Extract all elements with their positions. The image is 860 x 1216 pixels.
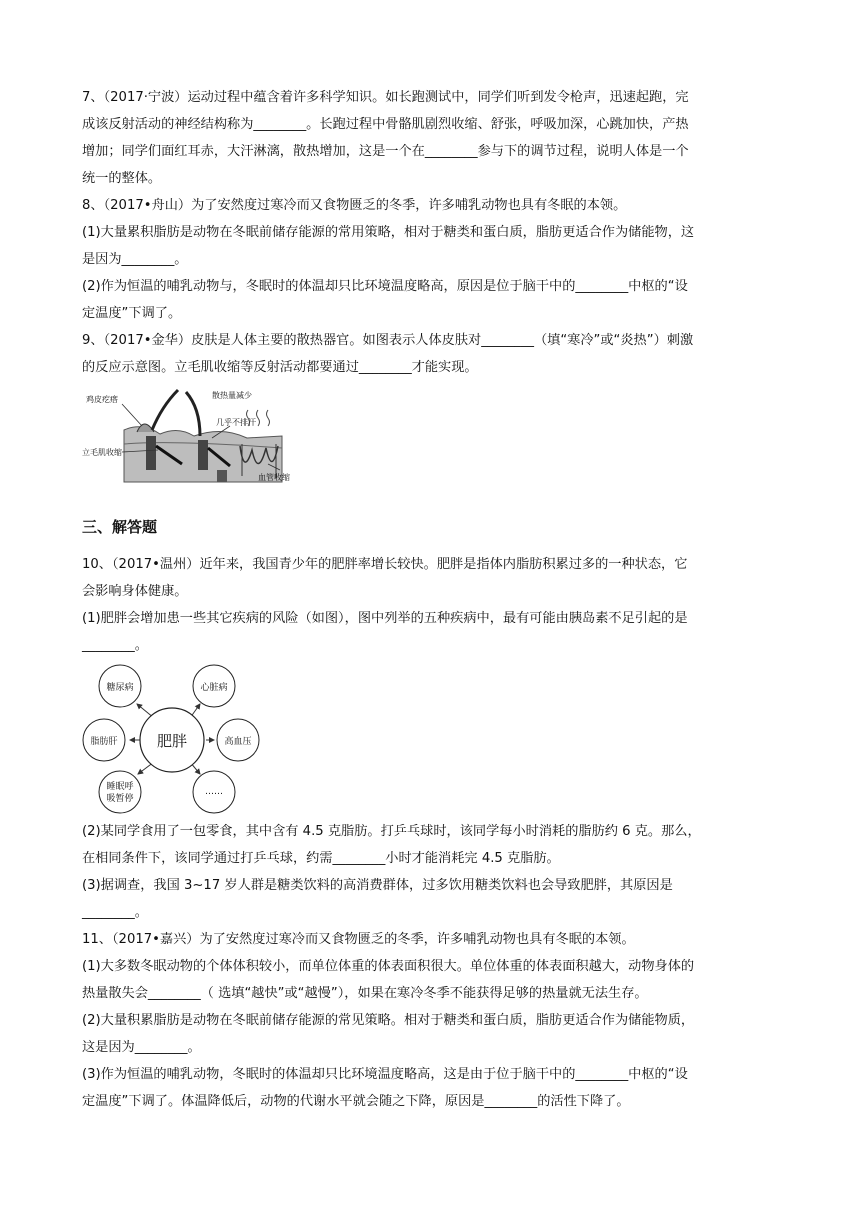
q7-line-1: 7、（2017·宁波）运动过程中蕴含着许多科学知识。如长跑测试中，同学们听到发令枪声，迅速起跑，完	[82, 90, 689, 105]
q10-line-8: ________。	[82, 905, 148, 920]
q11-line-4: (2)大量积累脂肪是动物在冬眠前储存能源的常见策略。相对于糖类和蛋白质，脂肪更适合作为储能物质，	[82, 1013, 695, 1028]
center-label: 肥胖	[156, 732, 188, 750]
node-hypertension: 高血压	[224, 737, 252, 747]
obesity-risk-diagram	[82, 664, 272, 814]
q10-line-2: 会影响身体健康。	[82, 584, 188, 599]
q11-line-6: (3)作为恒温的哺乳动物，冬眠时的体温却只比环境温度略高，这是由于位于脑干中的________中枢的“设	[82, 1067, 688, 1082]
q11-line-5: 这是因为________。	[82, 1040, 201, 1055]
q9-line-2: 的反应示意图。立毛肌收缩等反射活动都要通过________才能实现。	[82, 360, 478, 375]
q7-line-3: 增加；同学们面红耳赤，大汗淋漓，散热增加，这是一个在________参与下的调节过程，说明人体是一个	[82, 144, 689, 159]
node-sleep-apnea-1: 睡眠呼	[106, 782, 134, 792]
q8-line-3: 是因为________。	[82, 252, 188, 267]
node-etc: ……	[205, 787, 223, 797]
q7-line-2: 成该反射活动的神经结构称为________。长跑过程中骨骼肌剧烈收缩、舒张，呼吸加深，心跳加快，产热	[82, 117, 689, 132]
q11-line-1: 11、（2017•嘉兴）为了安然度过寒冷而又食物匮乏的冬季，许多哺乳动物也具有冬眠的本领。	[82, 932, 635, 947]
q9-line-1: 9、（2017•金华）皮肤是人体主要的散热器官。如图表示人体皮肤对________（填“寒冷”或“炎热”）刺激	[82, 333, 694, 348]
label-heat-reduced: 散热量减少	[212, 391, 252, 400]
label-no-sweat: 几乎不排汗	[216, 418, 256, 427]
section-heading: 三、解答题	[82, 518, 158, 536]
node-sleep-apnea-2: 吸暂停	[106, 794, 134, 804]
q11-line-3: 热量散失会________（ 选填“越快”或“越慢”），如果在寒冷冬季不能获得足够的热量就无法生存。	[82, 986, 648, 1001]
q11-line-7: 定温度”下调了。体温降低后，动物的代谢水平就会随之下降，原因是________的活性下降了。	[82, 1094, 630, 1109]
q10-line-7: (3)据调查，我国 3~17 岁人群是糖类饮料的高消费群体，过多饮用糖类饮料也会导致肥胖，其原因是	[82, 878, 673, 893]
q8-line-4: (2)作为恒温的哺乳动物与，冬眠时的体温却只比环境温度略高，原因是位于脑干中的________中枢的“设	[82, 279, 688, 294]
node-diabetes: 糖尿病	[106, 683, 134, 693]
label-vessel-constrict: 血管收缩	[258, 473, 290, 482]
q8-line-1: 8、（2017•舟山）为了安然度过寒冷而又食物匮乏的冬季，许多哺乳动物也具有冬眠的本领。	[82, 198, 627, 213]
node-heart-disease: 心脏病	[200, 683, 228, 693]
q10-line-1: 10、（2017•温州）近年来，我国青少年的肥胖率增长较快。肥胖是指体内脂肪积累过多的一种状态，它	[82, 557, 688, 572]
q10-line-5: (2)某同学食用了一包零食，其中含有 4.5 克脂肪。打乒乓球时，该同学每小时消耗的脂肪约 6 克。那么，	[82, 824, 701, 839]
q10-line-3: (1)肥胖会增加患一些其它疾病的风险（如图），图中列举的五种疾病中，最有可能由胰岛素不足引起的是	[82, 611, 688, 626]
q7-line-4: 统一的整体。	[82, 171, 162, 186]
label-goosebump: 鸡皮疙瘩	[86, 395, 118, 404]
q10-line-6: 在相同条件下，该同学通过打乒乓球，约需________小时才能消耗完 4.5 克脂肪。	[82, 851, 560, 866]
q10-line-4: ________。	[82, 638, 148, 653]
q11-line-2: (1)大多数冬眠动物的个体体积较小，而单位体重的体表面积很大。单位体重的体表面积越大，动物身体的	[82, 959, 695, 974]
q8-line-5: 定温度”下调了。	[82, 306, 182, 321]
node-fatty-liver: 脂肪肝	[90, 737, 118, 747]
q8-line-2: (1)大量累积脂肪是动物在冬眠前储存能源的常用策略，相对于糖类和蛋白质，脂肪更适合作为储能物，这	[82, 225, 695, 240]
label-arrector-muscle: 立毛肌收缩	[82, 448, 122, 457]
skin-reaction-figure	[82, 386, 302, 484]
